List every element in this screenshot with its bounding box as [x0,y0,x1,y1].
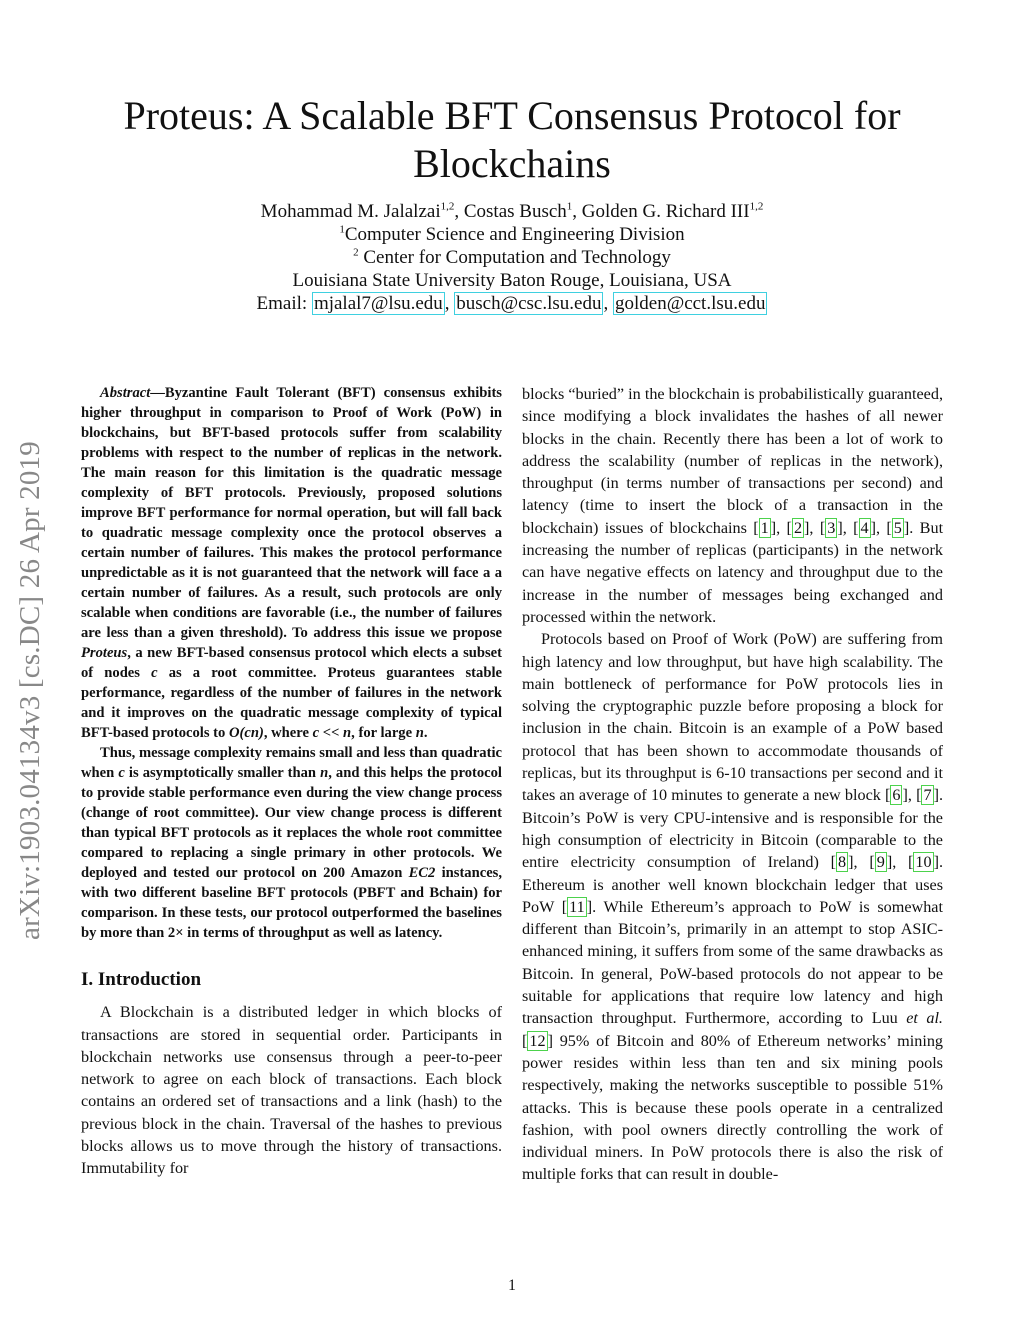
math-big-o: O(cn) [228,725,264,741]
abstract-text-c: as a root committee. Proteus guarantees stable performance, regardless of the number of failures in the network and it improves on the quadratic message complexity of typical BFT-based protocols to [81,665,502,741]
email-label: Email: [256,293,308,314]
abstract-text-d: , where [263,725,313,741]
introduction [81,969,502,1180]
abstract-dash: — [150,385,165,401]
affil-1-text: Computer Science and Engineering Division [344,224,685,245]
affil-1-marker: 1 [339,223,345,236]
abstract2-text-g: in terms of throughput as well as latency. [183,925,443,941]
abstract2-text-a: Thus, message complexity remains small and less than quadratic when [81,745,502,781]
section-heading-introduction: I. Introduction [81,969,202,990]
citation-11[interactable]: 11 [569,897,585,916]
citation-2[interactable]: 2 [793,518,803,537]
citation-12[interactable]: 12 [529,1031,546,1050]
math-c: c [151,665,158,681]
citation-5[interactable]: 5 [893,518,902,537]
citation-8[interactable]: 8 [838,853,847,872]
citation-6[interactable]: 6 [892,786,901,805]
intro-paragraph-1: A Blockchain is a distributed ledger in which blocks of transactions are stored in sequential order. Participants in blockchain networks use consensus through a peer-to-peer network to agree on each block of transactions. Each block contains an ordered set of transactions and a link (hash) to the previous block in the chain. Traversal of the hashes to previous blocks allows us to move through the history of transactions. Immutability for [81,1003,502,1178]
right-paragraph-1: blocks “buried” in the blockchain is probabilistically guaranteed, since modifying a block invalidates the hashes of all newer blocks in the chain. Recently there has been a lot of work to address the scalability (number of replicas in the network), throughput (in terms number of transactions per second) and latency (time to insert the block of a transaction in the blockchain) issues of blockchains [ 1 ], [ 2 ], [ 3 ], [ 4 ], [ 5 ]. But increasing the number of replicas (participants) in the network can have negative effects on latency and throughput due to the increase in the number of messages being exchanged and processed within the network. [522,385,944,626]
author-block [60,200,964,315]
math-200: 200 [323,865,345,881]
author-2: Costas Busch [463,201,567,222]
right-text-1a: blocks “buried” in the blockchain is probabilistically guaranteed, since modifying a block invalidates the hashes of all newer blocks in the chain. Recently there has been a lot of work to address the scalability (number of replicas in the network), throughput (in terms number of transactions per second) and latency (time to insert the block of a transaction in the blockchain) issues of blockchains [522,385,943,537]
et-al: et al. [906,1009,943,1028]
math-c-2: c [118,765,125,781]
citation-1[interactable]: 1 [760,518,769,537]
right-paragraph-2: Protocols based on Proof of Work (PoW) are suffering from high latency and low throughput, but have high scalability. The main bottleneck of performance for PoW protocols lies in solving the cryptographic puzzle before proposing a block for inclusion in the chain. Bitcoin is an example of a PoW based protocol that has been shown to accommodate thousands of replicas, but its throughput is 6-10 transactions per second and it takes an average of 10 minutes to generate a new block [ 6 ], [ 7 ]. Bitcoin’s PoW is very CPU-intensive and is responsible for the high consumption of electricity in Bitcoin (comparable to the entire electricity consumption of Ireland) [ 8 ], [ 9 ], [ 10 ]. Ethereum is another well known blockchain ledger that uses PoW [ 11 ]. While Ethereum’s approach to PoW is somewhat different than Bitcoin’s, primarily in an attempt to stop ASIC-enhanced mining, it suffers from some of the same drawbacks as Bitcoin. In general, PoW-based protocols do not appear to be suitable for applications that require low latency and high transaction throughput. Furthermore, according to Luu et al. [ 12 ] 95% of Bitcoin and 80% of Ethereum networks’ mining power resides within less than ten and six mining pools respectively, making the networks susceptible to possible 51% attacks. This is because these pools operate in a centralized fashion, with pool owners directly controlling the work of individual miners. In PoW protocols there is also the risk of multiple forks that can result in double- [522,630,944,1184]
right-text-1b: . But increasing the number of replicas (participants) in the network can have negative effects on latency and throughput due to the increase in the number of messages being exchanged and processed within the network. [522,518,944,626]
affiliation-1 [60,223,964,246]
abstract-text-f: . [423,725,428,741]
right-text-2g: attacks. This is because these pools operate in a centralized fashion, with pool owners directly controlling the work of individual miners. In PoW protocols there is also the risk of multiple forks that can result in double- [522,1098,943,1184]
paper-title [60,92,964,188]
abstract-label: Abstract [100,385,151,401]
citation-4[interactable]: 4 [860,518,869,537]
right-text-2f: of Ethereum networks’ mining power resides within less than ten and six mining pools respectively, making the networks susceptible to possible [522,1031,944,1095]
left-column [81,383,502,1180]
author-1-affil: 1,2 [440,200,455,213]
citation-3[interactable]: 3 [827,518,836,537]
affil-2-text: Center for Computation and Technology [363,247,671,268]
abstract-paragraph-2 [81,743,502,943]
author-3-affil: 1,2 [749,200,764,213]
affiliation-2 [60,246,964,269]
right-text-2a: Protocols based on Proof of Work (PoW) are suffering from high latency and low throughput, but have high scalability. The main bottleneck of performance for PoW protocols lies in solving the cryptographic puzzle before proposing a block for inclusion in the chain. Bitcoin is an example of a PoW based protocol that has been shown to accommodate thousands of replicas, but its throughput is 6-10 transactions per second and it takes an average of 10 minutes to generate a new block [522,630,943,805]
author-2-affil: 1 [566,200,573,213]
author-names: Mohammad M. Jalalzai$^{1,2}$, Costas Busch$^1$, Golden G. Richard III$^{1,2}$ [260,200,764,222]
citation-7[interactable]: 7 [923,786,932,805]
right-text-2c: . Ethereum is another well known blockchain ledger that uses PoW [522,853,944,916]
title-line-2: Blockchains [413,141,611,186]
right-text-2d: . While Ethereum’s approach to PoW is somewhat different than Bitcoin’s, primarily in an attempt to stop ASIC-enhanced mining, it suffers from some of the same drawbacks as Bitcoin. In general, PoW-based protocols do not appear to be suitable for applications that require low latency and high transaction throughput. Furthermore, according to Luu [522,897,943,1028]
citation-10[interactable]: 10 [915,853,932,872]
email-link-2[interactable]: busch@csc.lsu.edu [456,293,602,314]
math-ec2: EC2 [408,865,436,881]
right-column [522,383,943,1186]
math-2x: 2× [167,925,184,941]
right-text-2e: of Bitcoin and [589,1031,701,1050]
abstract2-text-f: instances, with two different baseline BFT protocols (PBFT and Bchain) for comparison. In these tests, our protocol outperformed the baselines by more than [81,865,502,941]
email-line: Email: mjalal7@lsu.edu , busch@csc.lsu.edu , golden@cct.lsu.edu [256,293,766,314]
affil-2-marker: 2 [353,246,359,259]
abstract-text-e: , for large [351,725,416,741]
abstract-text-b: , a new BFT-based consensus protocol which elects a subset of nodes [81,645,502,681]
title-line-1: Proteus: A Scalable BFT Consensus Protocol for [123,93,901,138]
percent-80: 80% [700,1031,731,1050]
affiliation-3: Louisiana State University Baton Rouge, Louisiana, USA [292,270,732,291]
math-n: n [415,725,424,741]
math-c-ll-n: c << n [312,725,352,741]
abstract [81,383,502,943]
percent-95: 95% [559,1031,590,1050]
math-n-2: n [320,765,329,781]
arxiv-identifier: arXiv:1903.04134v3 [cs.DC] 26 Apr 2019 [14,441,46,940]
abstract2-text-e: Amazon [345,865,409,881]
right-text-2b: . Bitcoin’s PoW is very CPU-intensive and is responsible for the high consumption of electricity in Bitcoin (comparable to the entire electricity consumption of Ireland) [522,786,943,872]
proteus-name: Proteus [81,645,128,661]
page-number: 1 [508,1277,516,1294]
email-link-3[interactable]: golden@cct.lsu.edu [614,293,766,314]
abstract2-text-b: is asymptotically smaller than [124,765,321,781]
percent-51: 51% [913,1076,943,1095]
author-3: Golden G. Richard III [581,201,750,222]
abstract2-text-d: , and this helps the protocol to provide stable performance even during the view change process (change of root committee). Our view change process is different than typical BFT protocols as it replaces the whole root committee compared to replacing a single primary in other protocols. We deployed and tested our protocol on [81,765,502,881]
author-1: Mohammad M. Jalalzai [260,201,441,222]
email-link-1[interactable]: mjalal7@lsu.edu [313,293,443,314]
citation-9[interactable]: 9 [876,853,885,872]
abstract-text-a: Byzantine Fault Tolerant (BFT) consensus exhibits higher throughput in comparison to Proof of Work (PoW) in blockchains, but BFT-based protocols suffer from scalability problems with respect to the number of replicas in the network. The main reason for this limitation is the quadratic message complexity of BFT protocols. Previously, proposed solutions improve BFT performance for normal operation, but will fall back to quadratic message complexity once the protocol observes a certain number of failures. This makes the protocol performance unpredictable as it is not guaranteed that the network will face a a certain number of failures. As a result, such protocols are only scalable when conditions are favorable (i.e., the number of failures are less than a given threshold). To address this issue we propose [81,385,502,641]
abstract-paragraph-1 [81,383,502,743]
